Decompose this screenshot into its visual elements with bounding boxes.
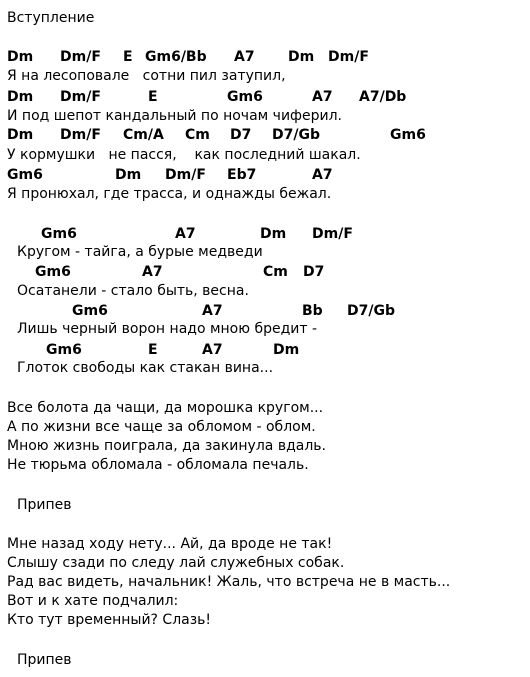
chord: Dm — [288, 49, 315, 65]
chord-line — [0, 166, 530, 185]
chord: Gm6 — [227, 89, 263, 105]
lyric-line: Все болота да чащи, да морошка кругом... — [7, 400, 324, 416]
chord: Eb7 — [227, 167, 257, 183]
chord: Gm6 — [7, 167, 43, 183]
chord-line — [0, 263, 530, 282]
chord: Dm — [273, 342, 300, 358]
lyric-line: Я на лесоповале сотни пил затупил, — [7, 68, 286, 84]
lyric-line: Мне назад ходу нету... Ай, да вроде не так! — [7, 536, 333, 552]
chord: Dm — [7, 49, 34, 65]
chord: Cm/A — [123, 127, 164, 143]
chord: Gm6 — [35, 264, 71, 280]
chord: A7 — [202, 303, 223, 319]
chord: D7/Gb — [347, 303, 395, 319]
lyric-line: Кто тут временный? Слазь! — [7, 612, 212, 628]
lyric-line: Кругом - тайга, а бурые медведи — [17, 244, 263, 260]
lyric-line: Мною жизнь поиграла, да закинула вдаль. — [7, 438, 326, 454]
chord: Dm/F — [60, 49, 101, 65]
chord: Dm/F — [60, 127, 101, 143]
chord: Gm6 — [72, 303, 108, 319]
section-heading: Припев — [17, 497, 72, 513]
chord: Dm/F — [60, 89, 101, 105]
chord: Dm — [115, 167, 142, 183]
lyric-line: Я пронюхал, где трасса, и однажды бежал. — [7, 186, 332, 202]
chord-line — [0, 48, 530, 67]
lyric-line: Осатанели - стало быть, весна. — [17, 283, 249, 299]
lyric-line: А по жизни все чаще за обломом - облом. — [7, 419, 316, 435]
chord-line — [0, 341, 530, 360]
chord: Gm6/Bb — [145, 49, 207, 65]
chord: Dm/F — [312, 226, 353, 242]
chord-line — [0, 225, 530, 244]
chord: E — [123, 49, 133, 65]
chord: Gm6 — [41, 226, 77, 242]
lyric-line: И под шепот кандальный по ночам чиферил. — [7, 108, 343, 124]
chord: Cm — [263, 264, 288, 280]
chord: E — [148, 342, 158, 358]
chord: E — [148, 89, 158, 105]
lyric-line: Лишь черный ворон надо мною бредит - — [17, 321, 318, 337]
chord-line — [0, 88, 530, 107]
chord: D7 — [230, 127, 252, 143]
lyric-line: Рад вас видеть, начальник! Жаль, что встреча не в масть... — [7, 574, 451, 590]
lyric-line: У кормушки не пасся, как последний шакал. — [7, 147, 361, 163]
section-heading: Припев — [17, 652, 72, 668]
chord: Cm — [185, 127, 210, 143]
chord: A7 — [312, 89, 333, 105]
chord-line — [0, 126, 530, 145]
chord: D7 — [303, 264, 325, 280]
chord: Gm6 — [390, 127, 426, 143]
chord: Dm — [7, 127, 34, 143]
chord: A7 — [312, 167, 333, 183]
chord: Dm/F — [328, 49, 369, 65]
section-heading: Вступление — [7, 10, 95, 26]
chord: D7/Gb — [272, 127, 320, 143]
chord: Dm — [7, 89, 34, 105]
chord: A7 — [175, 226, 196, 242]
chord: Dm — [260, 226, 287, 242]
chord: Gm6 — [46, 342, 82, 358]
chord: Dm/F — [165, 167, 206, 183]
chord-line — [0, 302, 530, 321]
lyric-line: Слышу сзади по следу лай служебных собак. — [7, 555, 345, 571]
lyric-line: Глоток свободы как стакан вина... — [17, 360, 274, 376]
lyric-line: Вот и к хате подчалил: — [7, 593, 179, 609]
lyric-line: Не тюрьма обломала - обломала печаль. — [7, 457, 309, 473]
chord: A7/Db — [359, 89, 407, 105]
chord: A7 — [202, 342, 223, 358]
chord: Bb — [302, 303, 323, 319]
chord: A7 — [234, 49, 255, 65]
chord: A7 — [142, 264, 163, 280]
